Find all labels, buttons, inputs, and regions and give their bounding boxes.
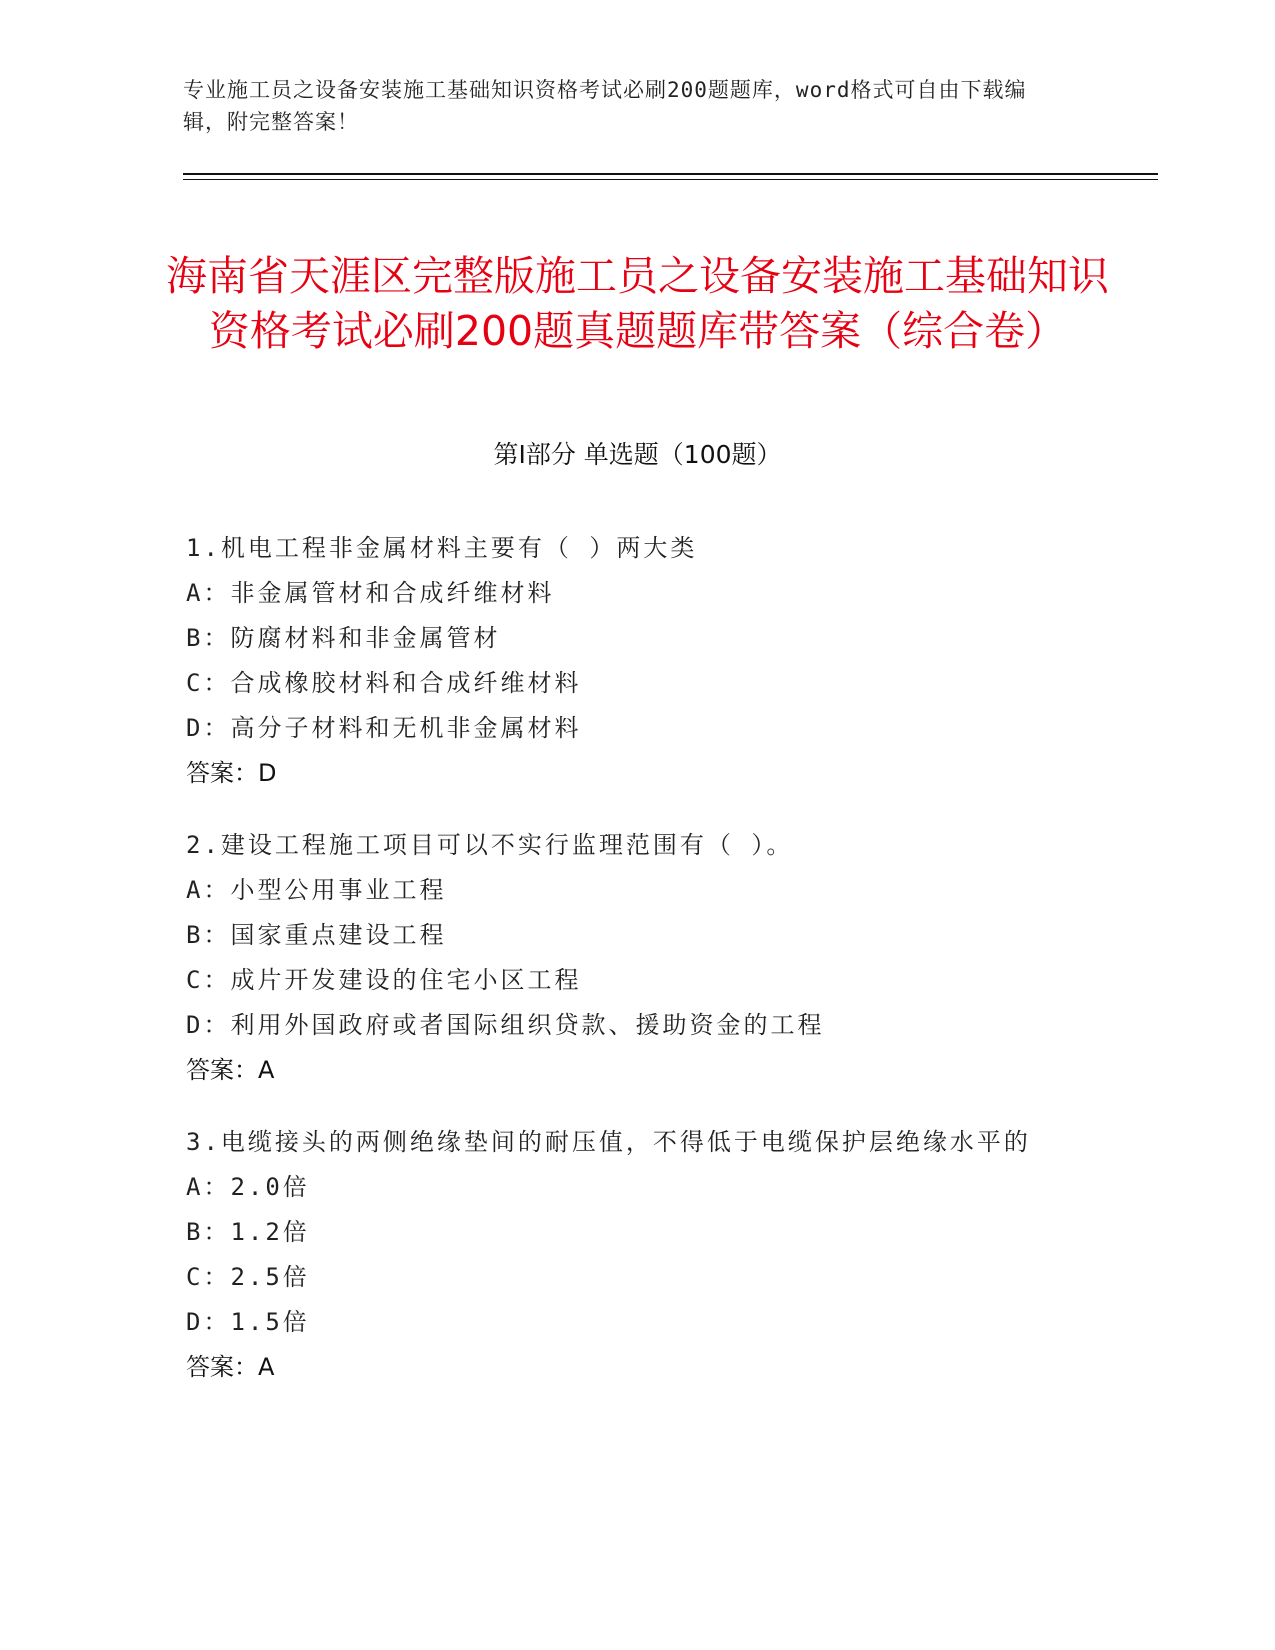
option-b: B：国家重点建设工程 [186, 921, 447, 949]
answer: 答案：D [186, 759, 277, 787]
question-3 [186, 1120, 1066, 1390]
section-title: 第I部分 单选题（100题） [493, 440, 782, 469]
option-b: B：防腐材料和非金属管材 [186, 624, 501, 652]
option-d: D：利用外国政府或者国际组织贷款、援助资金的工程 [186, 1011, 825, 1039]
option-a: A：2.0倍 [186, 1173, 310, 1201]
question-stem: 2.建设工程施工项目可以不实行监理范围有（ ）。 [186, 831, 794, 859]
question-stem: 1.机电工程非金属材料主要有（ ）两大类 [186, 534, 698, 562]
header-rule-thin [183, 179, 1158, 180]
option-d: D：1.5倍 [186, 1308, 310, 1336]
question-list [186, 526, 1066, 1417]
answer: 答案：A [186, 1353, 275, 1381]
option-c: C：成片开发建设的住宅小区工程 [186, 966, 582, 994]
option-d: D：高分子材料和无机非金属材料 [186, 714, 582, 742]
option-c: C：2.5倍 [186, 1263, 310, 1291]
option-c: C：合成橡胶材料和合成纤维材料 [186, 669, 582, 697]
question-stem: 3.电缆接头的两侧绝缘垫间的耐压值，不得低于电缆保护层绝缘水平的 [186, 1128, 1031, 1156]
question-1 [186, 526, 1066, 796]
option-a: A：非金属管材和合成纤维材料 [186, 579, 555, 607]
document-title: 海南省天涯区完整版施工员之设备安装施工基础知识资格考试必刷200题真题题库带答案（综合卷） [166, 252, 1109, 356]
header-rule-thick [183, 173, 1158, 175]
question-2 [186, 823, 1066, 1093]
page-header-text: 专业施工员之设备安装施工基础知识资格考试必刷200题题库，word格式可自由下载编辑，附完整答案！ [183, 78, 1027, 134]
option-a: A：小型公用事业工程 [186, 876, 447, 904]
answer: 答案：A [186, 1056, 275, 1084]
option-b: B：1.2倍 [186, 1218, 310, 1246]
